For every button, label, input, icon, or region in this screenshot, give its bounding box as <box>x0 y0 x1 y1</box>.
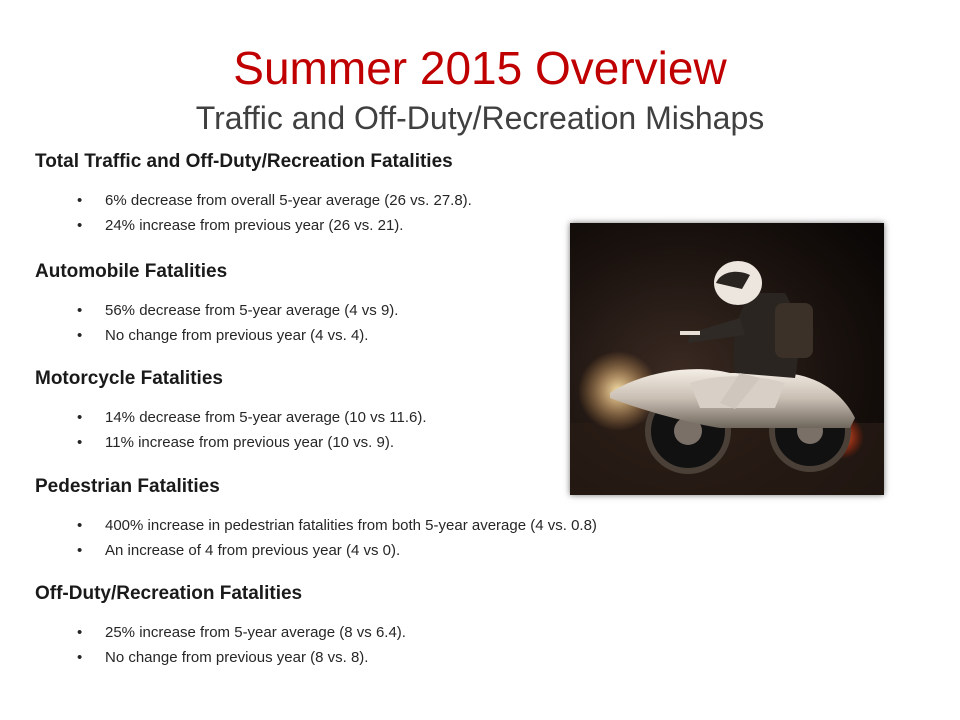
motorcycle-photo-illustration <box>570 223 884 495</box>
bullet-item <box>35 620 406 645</box>
bullet-item <box>35 538 597 563</box>
bullet-text: 56% decrease from 5-year average (4 vs 9). <box>105 302 399 319</box>
section-heading: Pedestrian Fatalities <box>35 476 220 497</box>
bullet-icon: • <box>77 434 83 451</box>
section-heading: Off-Duty/Recreation Fatalities <box>35 583 303 604</box>
bullet-text: 25% increase from 5-year average (8 vs 6.4). <box>105 624 406 641</box>
bullet-text: 11% increase from previous year (10 vs. 9). <box>105 434 395 451</box>
bullet-icon: • <box>77 192 83 209</box>
bullet-list <box>35 298 398 348</box>
bullet-item <box>35 213 472 238</box>
bullet-item <box>35 430 427 455</box>
section-automobile-fatalities <box>35 258 398 348</box>
section-heading: Automobile Fatalities <box>35 261 228 282</box>
bullet-text: An increase of 4 from previous year (4 vs 0). <box>105 542 401 559</box>
section-heading: Total Traffic and Off-Duty/Recreation Fatalities <box>35 151 453 172</box>
bullet-item <box>35 513 597 538</box>
bullet-icon: • <box>77 409 83 426</box>
bullet-item <box>35 298 398 323</box>
bullet-item <box>35 188 472 213</box>
bullet-list <box>35 188 472 238</box>
bullet-list <box>35 620 406 670</box>
bullet-text: 6% decrease from overall 5-year average (26 vs. 27.8). <box>105 192 472 209</box>
section-heading: Motorcycle Fatalities <box>35 368 223 389</box>
bullet-text: 400% increase in pedestrian fatalities from both 5-year average (4 vs. 0.8) <box>105 517 597 534</box>
slide-subtitle: Traffic and Off-Duty/Recreation Mishaps <box>195 100 765 136</box>
bullet-list <box>35 513 597 563</box>
bullet-icon: • <box>77 624 83 641</box>
slide-title: Summer 2015 Overview <box>233 42 727 94</box>
section-offduty-fatalities <box>35 580 406 670</box>
bullet-text: 14% decrease from 5-year average (10 vs 11.6). <box>105 409 427 426</box>
bullet-icon: • <box>77 217 83 234</box>
bullet-icon: • <box>77 649 83 666</box>
bullet-text: No change from previous year (8 vs. 8). <box>105 649 369 666</box>
motorcycle-rider-photo <box>570 223 884 495</box>
bullet-item <box>35 405 427 430</box>
bullet-item <box>35 323 398 348</box>
section-total-fatalities <box>35 148 472 238</box>
bullet-list <box>35 405 427 455</box>
bullet-text: 24% increase from previous year (26 vs. 21). <box>105 217 404 234</box>
bullet-icon: • <box>77 542 83 559</box>
bullet-icon: • <box>77 302 83 319</box>
section-pedestrian-fatalities <box>35 473 597 563</box>
bullet-text: No change from previous year (4 vs. 4). <box>105 327 369 344</box>
bullet-icon: • <box>77 327 83 344</box>
section-motorcycle-fatalities <box>35 365 427 455</box>
bullet-item <box>35 645 406 670</box>
bullet-icon: • <box>77 517 83 534</box>
